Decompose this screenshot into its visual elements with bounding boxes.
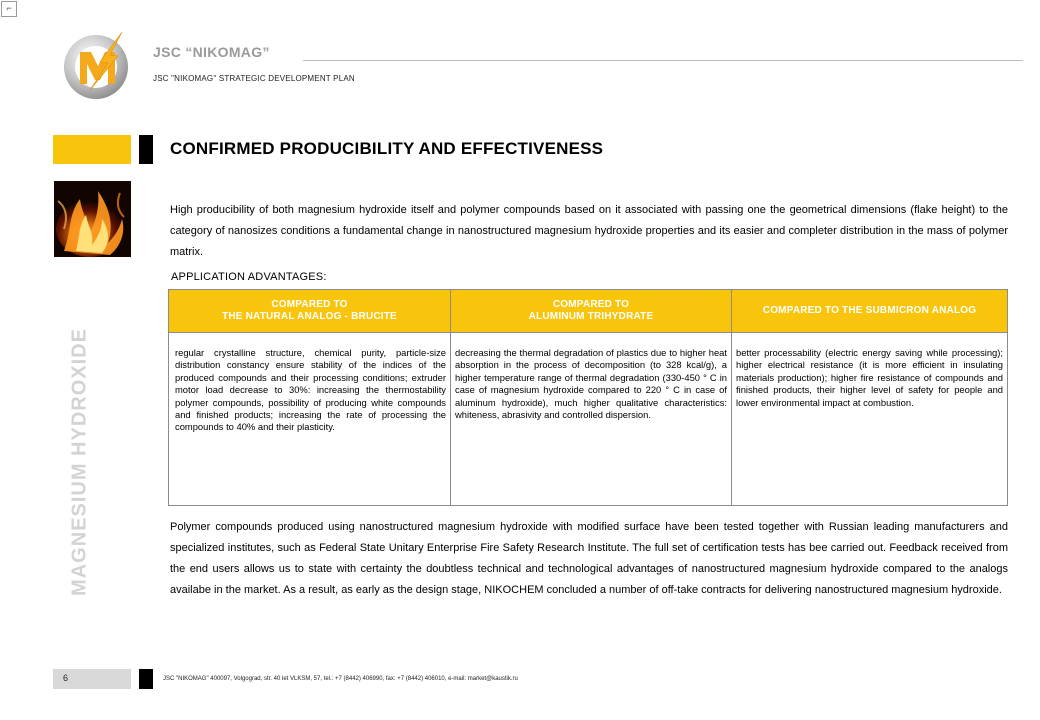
nikomag-logo — [60, 28, 136, 104]
page-number: 6 — [63, 673, 69, 683]
fire-image — [54, 181, 131, 257]
plan-subtitle: JSC "NIKOMAG" STRATEGIC DEVELOPMENT PLAN — [153, 74, 355, 83]
company-name: JSC “NIKOMAG” — [153, 44, 270, 60]
intro-paragraph: High producibility of both magnesium hydroxide itself and polymer compounds based on it associated with passing one the geometrical dimensions (flake height) to the category of nanosizes conditions a fundamental change in nanostructured magnesium hydroxide properties and its easier and completer distribution in the mass of polymer matrix. — [170, 204, 1008, 258]
table-header-submicron: COMPARED TO THE SUBMICRON ANALOG — [732, 290, 1007, 333]
title-accent-bar — [53, 135, 131, 164]
table-column-submicron — [732, 290, 1007, 505]
header-divider — [303, 60, 1023, 61]
table-column-brucite — [169, 290, 451, 505]
table-cell-aluminum: decreasing the thermal degradation of plastics due to higher heat absorption in the process of decomposition (to 328 kcal/g), a higher temperature range of thermal degradation (330-450 ° C in case of magnesium hydroxide compared to 220 ° C in case of aluminum hydroxide), much higher qualitative characteristics: whiteness, abrasivity and controlled dispersion. — [455, 347, 727, 421]
corner-mark: ⌐ — [1, 1, 17, 17]
section-title: CONFIRMED PRODUCIBILITY AND EFFECTIVENESS — [170, 139, 604, 158]
table-header-brucite: COMPARED TO THE NATURAL ANALOG - BRUCITE — [169, 290, 450, 333]
table-cell-submicron: better processability (electric energy saving while processing); higher electrical resistance (it is more efficient in insulating materials production); higher fire resistance of compounds and finished products, their higher level of safety for people and lower environmental impact at combustion. — [736, 347, 1003, 408]
advantages-label: APPLICATION ADVANTAGES: — [171, 271, 327, 283]
footer-marker-bar — [139, 669, 153, 689]
side-section-label: MAGNESIUM HYDROXIDE — [68, 328, 91, 596]
footer-contact: JSC "NIKOMAG" 400097, Volgograd, str. 40 let VLKSM, 57, tel.: +7 (8442) 406990, fax: +7 (8442) 406010, e-mail: market@kaustik.ru — [163, 676, 518, 682]
table-header-aluminum: COMPARED TO ALUMINUM TRIHYDRATE — [451, 290, 731, 333]
table-column-aluminum — [451, 290, 732, 505]
conclusion-paragraph: Polymer compounds produced using nanostructured magnesium hydroxide with modified surface have been tested together with Russian leading manufacturers and specialized institutes, such as Federal State Unitary Enterprise Fire Safety Research Institute. The full set of certification tests has bee carried out. Feedback received from the end users allows us to state with certainty the doubtless technical and technological advantages of nanostructured magnesium hydroxide compared to the analogs availabe in the market. As a result, as early as the design stage, NIKOCHEM concluded a number of off-take contracts for delivering nanostructured magnesium hydroxide. — [170, 521, 1008, 596]
title-marker-bar — [139, 135, 153, 164]
table-cell-brucite: regular crystalline structure, chemical purity, particle-size distribution constancy ensure stability of the indices of the produced compounds and their processing conditions; extruder motor load decrease to 30%: increasing the thermostability polymer compounds, possibility of producing white compounds and finished products; increasing the rate of processing the compounds to 40% and their plasticity. — [175, 347, 446, 433]
advantages-table — [168, 289, 1008, 506]
